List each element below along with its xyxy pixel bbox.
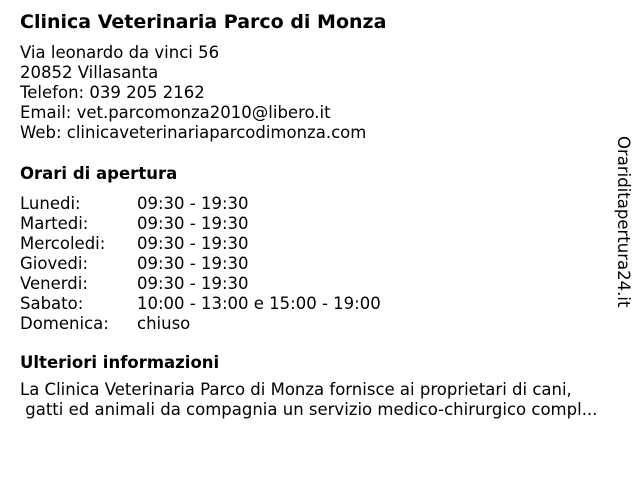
brand-watermark: Orariditapertura24.it bbox=[614, 136, 633, 308]
day-label: Venerdi: bbox=[20, 274, 88, 293]
time-value: 09:30 - 19:30 bbox=[137, 214, 249, 233]
email-line: Email: vet.parcomonza2010@libero.it bbox=[20, 103, 331, 122]
day-label: Mercoledi: bbox=[20, 234, 106, 253]
time-value: 09:30 - 19:30 bbox=[137, 274, 249, 293]
day-label: Lunedi: bbox=[20, 194, 81, 213]
city-line: 20852 Villasanta bbox=[20, 63, 159, 82]
day-label: Sabato: bbox=[20, 294, 84, 313]
hours-heading: Orari di apertura bbox=[20, 164, 178, 183]
time-value: 09:30 - 19:30 bbox=[137, 254, 249, 273]
time-value: 09:30 - 19:30 bbox=[137, 234, 249, 253]
info-line-2: gatti ed animali da compagnia un servizio medico-chirurgico compl... bbox=[20, 400, 598, 419]
time-value: 10:00 - 13:00 e 15:00 - 19:00 bbox=[137, 294, 381, 313]
day-label: Martedi: bbox=[20, 214, 89, 233]
time-value: 09:30 - 19:30 bbox=[137, 194, 249, 213]
time-value: chiuso bbox=[137, 314, 191, 333]
info-text bbox=[20, 380, 632, 420]
clinic-title: Clinica Veterinaria Parco di Monza bbox=[20, 11, 387, 33]
day-label: Giovedi: bbox=[20, 254, 88, 273]
info-heading: Ulteriori informazioni bbox=[20, 353, 220, 372]
phone-line: Telefon: 039 205 2162 bbox=[20, 83, 205, 102]
address-line: Via leonardo da vinci 56 bbox=[20, 43, 220, 62]
contact-block bbox=[20, 43, 366, 143]
web-line: Web: clinicaveterinariaparcodimonza.com bbox=[20, 123, 367, 142]
info-line-1: La Clinica Veterinaria Parco di Monza fornisce ai proprietari di cani, bbox=[20, 380, 572, 399]
day-label: Domenica: bbox=[20, 314, 109, 333]
